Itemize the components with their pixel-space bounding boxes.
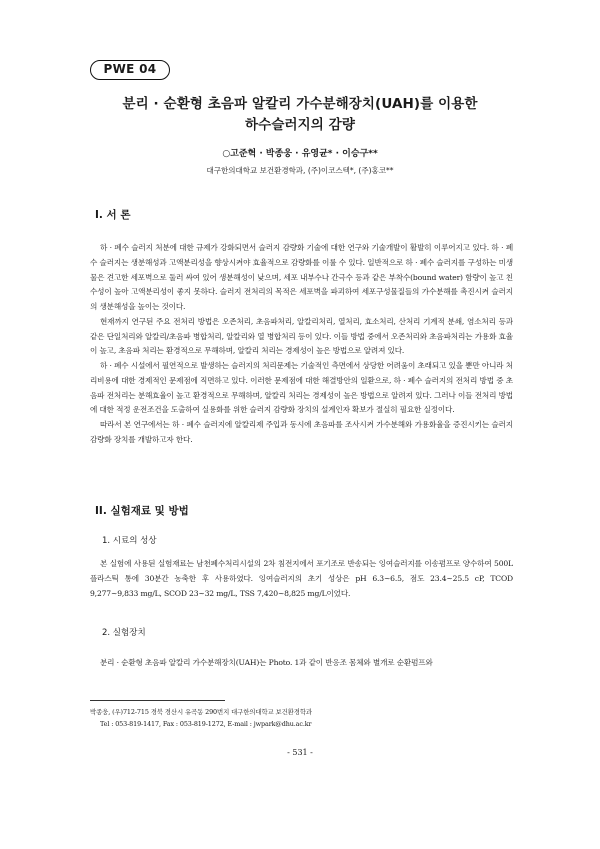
intro-paragraph: 따라서 본 연구에서는 하 · 폐수 슬러지에 알칼리제 주입과 동시에 초음파를 조사시켜 가수분해와 가용화율을 증진시키는 슬러지 감량화 장치를 개발하고자 한다. (90, 420, 513, 444)
footnote-divider (90, 700, 225, 701)
sample-body (90, 557, 513, 601)
section-heading-intro: I. 서 론 (95, 209, 131, 221)
footnote-address: 박종웅, (우)712-715 경북 경산시 유곡동 290번지 대구한의대학교 보건환경학과 (90, 708, 312, 716)
footnote-contact: Tel : 053-819-1417, Fax : 053-819-1272, E-mail : jwpark@dhu.ac.kr (100, 720, 312, 728)
section-heading-methods: II. 실험재료 및 방법 (95, 505, 189, 517)
subsection-heading-sample: 1. 시료의 성상 (102, 536, 157, 546)
intro-paragraph: 현재까지 연구된 주요 전처리 방법은 오존처리, 초음파처리, 알칼리처리, 열처리, 효소처리, 산처리 기계적 분쇄, 염소처리 등과 같은 단일처리와 알칼리/초음파 병합처리, 알칼리와 열 병합처리 등이 있다. 이들 방법 중에서 오존처리와 초음파처리는 가용화 효율이 높고, 초음파 처리는 환경적으로 무해하며, 알칼리 처리는 경제성이 높은 방법으로 알려져 있다. (90, 316, 513, 356)
intro-body (90, 241, 513, 448)
page-number: - 531 - (287, 748, 313, 757)
subsection-heading-apparatus: 2. 실험장치 (102, 628, 146, 638)
intro-paragraph: 하 · 폐수 시설에서 필연적으로 발생하는 슬러지의 처리문제는 기술적인 측면에서 상당한 어려움이 초래되고 있을 뿐만 아니라 처리비용에 대한 경제적인 문제점에 직면하고 있다. 이러한 문제점에 대한 해결방안의 일환으로, 하 · 폐수 슬러지의 전처리 방법 중 초음파 전처리는 분해효율이 높고 환경적으로 무해하며, 알칼리 처리는 경제성이 높은 방법으로 알려져 있다. 그러나 이들 전처리 방법에 대한 적정 운전조건을 도출하여 실용화를 위한 슬러지 감량화 장치의 설계인자 확보가 절실히 필요한 실정이다. (90, 361, 513, 415)
author-affiliation: 대구한의대학교 보건환경학과, (주)이코스텍*, (주)홍코** (206, 166, 394, 175)
author-list: ○고준혁 · 박종웅 · 유영균* · 이승구** (222, 149, 378, 159)
sample-paragraph: 본 실험에 사용된 실험재료는 남천폐수처리시설의 2차 침전지에서 포기조로 반송되는 잉여슬러지를 이송펌프로 양수하여 500L 플라스틱 통에 30분간 농축한 후 사용하였다. 잉여슬러지의 초기 성상은 pH 6.3~6.5, 점도 23.4~25.5 cP, TCOD 9,277~9,833 mg/L, SCOD 23~32 mg/L, TSS 7,420~8,825 mg/L이었다. (90, 559, 513, 598)
paper-title-line2: 하수슬러지의 감량 (245, 117, 355, 133)
intro-paragraph: 하 · 폐수 슬러지 처분에 대한 규제가 강화되면서 슬러지 감량화 기술에 대한 연구와 기술개발이 활발히 이루어지고 있다. 하 · 폐수 슬러지는 생분해성과 고액분리성을 향상시켜야 효율적으로 감량화를 이룰 수 있다. 일반적으로 하 · 폐수 슬러지를 구성하는 미생물은 견고한 세포벽으로 둘러 싸여 있어 생분해성이 낮으며, 세포 내부수나 간극수 등과 같은 부착수(bound water) 함량이 높고 친수성이 높아 고액분리성이 좋지 못하다. 슬러지 전처리의 목적은 세포벽을 파괴하여 세포구성물질들의 가수분해를 촉진시켜 슬러지의 생분해성을 높이는 것이다. (90, 243, 513, 311)
apparatus-paragraph: 분리 · 순환형 초음파 알칼리 가수분해장치(UAH)는 Photo. 1과 같이 반응조 몸체와 별개로 순환펌프와 (100, 658, 433, 667)
apparatus-body (90, 656, 513, 671)
paper-title-line1: 분리 · 순환형 초음파 알칼리 가수분해장치(UAH)를 이용한 (122, 96, 478, 112)
session-tag: PWE 04 (90, 60, 170, 80)
